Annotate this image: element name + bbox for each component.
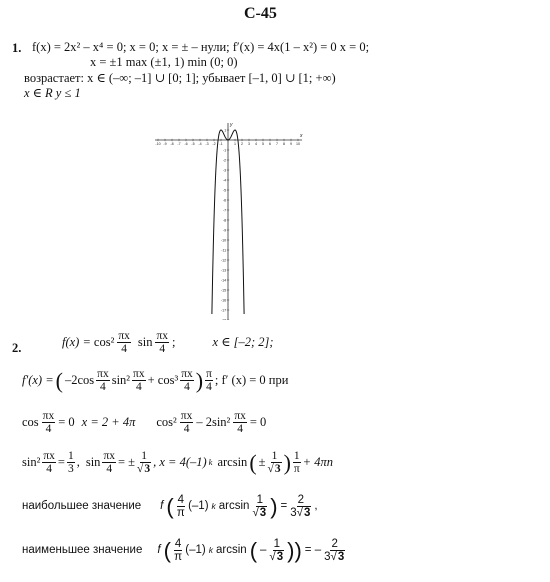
y-tick-label: -14: [220, 278, 227, 283]
y-tick-label: 1: [224, 128, 227, 133]
f-label: f: [157, 543, 161, 556]
arcsin-text: arcsin: [217, 455, 248, 470]
min-label: наименьшее значение: [22, 543, 143, 556]
equals-zero: = 0: [58, 415, 75, 430]
paren-close: ): [195, 367, 204, 393]
page-title: С-45: [244, 5, 277, 22]
problem-2-number: 2.: [12, 341, 22, 355]
y-tick-label: -13: [220, 268, 227, 273]
equals: =: [57, 455, 65, 470]
x-tick-label: -5: [191, 142, 195, 146]
sin-solution-line: [22, 450, 333, 475]
fraction-4-pi: $\frac{4}{\pi}$: [174, 538, 183, 564]
paren-open: (: [249, 537, 258, 563]
paren-open: (: [166, 493, 174, 519]
x-tick-label: 9: [290, 142, 292, 146]
x-tick-label: -8: [170, 142, 174, 146]
exp-k: k: [208, 545, 213, 556]
problem-1-line-3: возрастает: x ∈ (–∞; –1] ∪ [0; 1]; убывает [–1, 0] ∪ [1; +∞): [24, 71, 336, 85]
x-tick-label: -2: [212, 142, 216, 146]
max-label: наибольшее значение: [22, 499, 142, 512]
x-solution: x = 2 + 4π: [81, 415, 136, 430]
min-value-line: [22, 538, 345, 563]
y-tick-label: -3: [222, 168, 227, 173]
domain-text: x ∈ [–2; 2];: [212, 335, 274, 350]
y-tick-label: -5: [222, 188, 227, 193]
paren-open: (: [249, 449, 257, 475]
plus-4pin: + 4πn: [302, 455, 333, 470]
y-tick-label: -2: [222, 158, 227, 163]
minus-2sin2: – 2sin²: [196, 415, 231, 430]
fraction-1-pi: $\frac{1}{\pi}$: [293, 450, 300, 476]
y-tick-label: -11: [221, 248, 227, 253]
problem-1-line-2: x = ±1 max (±1, 1) min (0; 0): [90, 55, 238, 69]
x-tick-label: -10: [155, 142, 161, 146]
y-tick-label: -9: [222, 228, 227, 233]
fraction-pix-4: $\frac{\pi x}{4}$: [97, 368, 109, 394]
x-tick-label: 3: [248, 142, 250, 146]
x-tick-label: 5: [262, 142, 264, 146]
sin-text: sin: [85, 455, 101, 470]
fraction-pix-4: $\frac{\pi x}{4}$: [133, 368, 145, 394]
fprime-zero-text: ; f′ (x) = 0 при: [214, 373, 289, 388]
problem-2-function-def: [62, 330, 274, 355]
cos2-text: cos²: [156, 415, 177, 430]
equals-plusminus: = ±: [118, 455, 136, 470]
cos-text: cos: [22, 415, 39, 430]
x-tick-label: 1: [234, 142, 236, 146]
x-tick-label: -3: [205, 142, 209, 146]
semicolon: ;: [172, 335, 176, 350]
fraction-2-3sqrt3: $\frac{2}{3√3}$: [324, 538, 345, 564]
fprime-label: f′(x) =: [22, 373, 54, 388]
fraction-1-sqrt3: $\frac{1}{√3}$: [137, 450, 151, 476]
paren-open: (: [55, 367, 63, 393]
fraction-pix-4: $\frac{\pi x}{4}$: [118, 330, 130, 356]
paren-close: )): [287, 537, 302, 563]
fraction-4-pi: $\frac{4}{\pi}$: [176, 494, 185, 520]
x-tick-label: 2: [241, 142, 243, 146]
x-tick-label: 10: [296, 142, 300, 146]
exp-k: k: [211, 501, 216, 512]
problem-1-line-4: x ∈ R y ≤ 1: [24, 86, 81, 100]
x-axis-label: x: [300, 133, 303, 139]
equals-zero: = 0: [249, 415, 267, 430]
x-tick-label: -6: [184, 142, 188, 146]
sin2-text: sin²: [22, 455, 41, 470]
fraction-pix-4: $\frac{\pi x}{4}$: [180, 410, 193, 436]
x-tick-label: -9: [163, 142, 167, 146]
x-general: , x = 4(–1): [153, 455, 207, 470]
fraction-1-sqrt3: $\frac{1}{√3}$: [267, 450, 281, 476]
fraction-2-3sqrt3: $\frac{2}{3√3}$: [290, 494, 311, 520]
paren-open: (: [163, 537, 171, 563]
y-tick-label: -8: [222, 218, 227, 223]
fraction-pix-4: $\frac{\pi x}{4}$: [234, 410, 246, 436]
fraction-pix-4: $\frac{\pi x}{4}$: [103, 450, 115, 476]
x-tick-label: -1: [219, 142, 223, 146]
x-tick-label: 4: [255, 142, 257, 146]
minus-2cos: –2cos: [64, 373, 95, 388]
x-tick-label: -7: [177, 142, 181, 146]
problem-1-number: 1.: [12, 41, 22, 55]
paren-close: ): [283, 449, 291, 475]
paren-close: ): [270, 493, 278, 519]
equals: =: [280, 499, 288, 512]
comma: ,: [76, 455, 80, 470]
y-tick-label: -15: [220, 288, 227, 293]
y-tick-label: -4: [222, 178, 227, 183]
y-tick-label: -7: [222, 208, 227, 213]
y-tick-label: -16: [220, 298, 227, 303]
fx-label: f(x) =: [62, 335, 91, 350]
arcsin-text: arcsin: [216, 543, 247, 556]
plusminus: ±: [258, 455, 266, 470]
y-tick-label: -6: [222, 198, 227, 203]
plus-cos3: + cos³: [147, 373, 179, 388]
cos-zero-line: [22, 410, 266, 435]
minus-one-k: (–1): [188, 499, 209, 512]
derivative-line: [22, 368, 288, 393]
cos2-text: cos²: [93, 335, 115, 350]
x-tick-label: -4: [198, 142, 202, 146]
y-tick-label: [221, 318, 226, 320]
minus-sign: –: [260, 543, 267, 556]
sin-text: sin: [137, 335, 153, 350]
fraction-pix-4: $\frac{\pi x}{4}$: [42, 410, 55, 436]
arcsin-text: arcsin: [218, 499, 250, 512]
fraction-1-sqrt3: $\frac{1}{√3}$: [269, 538, 284, 564]
x-tick-label: 6: [269, 142, 271, 146]
sin2-text: sin²: [111, 373, 131, 388]
equals-minus: = –: [304, 543, 322, 556]
fraction-1-sqrt3: $\frac{1}{√3}$: [252, 494, 267, 520]
y-tick-label: -17: [220, 308, 227, 313]
fraction-pix-4: $\frac{\pi x}{4}$: [43, 450, 55, 476]
y-axis-label: y: [230, 122, 233, 128]
comma: ,: [314, 499, 318, 512]
y-tick-label: -1: [222, 148, 227, 153]
minus-one-k: (–1): [185, 543, 206, 556]
x-tick-label: 7: [276, 142, 278, 146]
f-label: f: [160, 499, 164, 512]
max-value-line: [22, 494, 318, 519]
problem-1-line-1: f(x) = 2x² – x⁴ = 0; x = 0; x = ± – нули; f′(x) = 4x(1 – x²) = 0 x = 0;: [32, 40, 370, 54]
function-graph: [148, 98, 308, 320]
fraction-pix-4: $\frac{\pi x}{4}$: [156, 330, 169, 356]
fraction-pix-4: $\frac{\pi x}{4}$: [181, 368, 193, 394]
fraction-1-3: $\frac{1}{3}$: [67, 450, 74, 476]
x-tick-label: 8: [283, 142, 285, 146]
exp-k: k: [208, 457, 213, 468]
y-tick-label: -12: [220, 258, 227, 263]
fraction-pi-4: $\frac{\pi}{4}$: [206, 368, 212, 394]
y-tick-label: -10: [220, 238, 227, 243]
